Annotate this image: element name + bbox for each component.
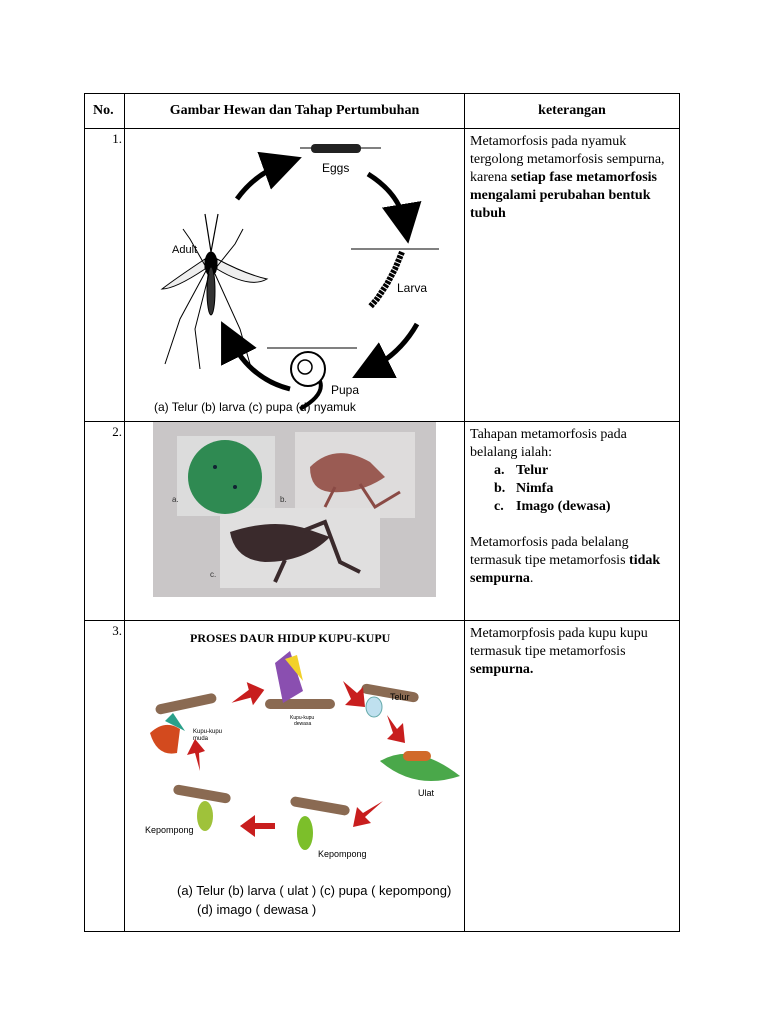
table-row: [85, 129, 680, 422]
mosquito-life-cycle-illustration: [125, 129, 465, 416]
cycle-arrow: [237, 164, 283, 199]
grasshopper-description: [465, 422, 680, 621]
eggs-label: Eggs: [322, 161, 350, 175]
adult-label: Adult: [172, 244, 198, 256]
butterfly-caption-1: (a) Telur (b) larva ( ulat ) (c) pupa ( kepompong): [177, 883, 452, 898]
table-row: [85, 422, 680, 621]
pupa: [291, 352, 325, 386]
photo-label-a: a.: [172, 495, 179, 504]
pupa-label-left: Kepompong: [145, 825, 194, 835]
egg-label: Telur: [390, 692, 410, 702]
caterpillar-label: Ulat: [418, 788, 435, 798]
egg: [366, 697, 382, 717]
adult-mosquito: [162, 214, 267, 369]
mosquito-caption: (a) Telur (b) larva (c) pupa (d) nyamuk: [154, 400, 356, 414]
caterpillar: [403, 751, 431, 761]
mosquito-description: Metamorfosis pada nyamuk tergolong metamorfosis sempurna, karena setiap fase metamorfosis mengalami perubahan bentuk tubuh: [465, 129, 680, 422]
row-number: 2.: [85, 422, 125, 621]
butterfly-life-cycle-illustration: [125, 621, 465, 927]
pupa-label-right: Kepompong: [318, 849, 367, 859]
larva-label: Larva: [397, 281, 428, 295]
header-row: [85, 94, 680, 129]
mosquito-cycle-cell: [125, 129, 465, 422]
butterfly-title: PROSES DAUR HIDUP KUPU-KUPU: [190, 631, 391, 645]
butterfly-caption-2: (d) imago ( dewasa ): [197, 902, 317, 917]
young-label-1: Kupu-kupu: [193, 729, 223, 735]
butterfly-young: [150, 725, 180, 754]
grasshopper-photo-cell: [125, 422, 465, 621]
header-no: No.: [85, 94, 125, 129]
row-number: 3.: [85, 621, 125, 932]
grasshopper-photo: [125, 422, 465, 615]
row-number: 1.: [85, 129, 125, 422]
list-item: b. Nimfa: [494, 481, 554, 496]
photo-label-c: c.: [210, 570, 217, 579]
photo-label-b: b.: [280, 495, 287, 504]
grasshopper-intro: Tahapan metamorfosis pada belalang ialah:: [470, 427, 627, 460]
list-item: c. Imago (dewasa): [494, 499, 611, 514]
metamorphosis-table: [84, 93, 680, 932]
butterfly-cycle-cell: [125, 621, 465, 932]
adult-label-2: dewasa: [294, 721, 312, 727]
pupa-label: Pupa: [331, 383, 360, 397]
adult-label-1: Kupu-kupu: [290, 715, 315, 721]
grasshopper-type: Metamorfosis pada belalang termasuk tipe metamorfosis tidak sempurna.: [470, 535, 661, 586]
cycle-arrow: [368, 174, 405, 224]
pupa-green: [297, 816, 313, 850]
eggs-raft: [311, 144, 361, 153]
pupa-brown: [197, 801, 213, 831]
list-item: a. Telur: [494, 463, 549, 478]
butterfly-description: Metamorpfosis pada kupu kupu termasuk tipe metamorfosis sempurna.: [465, 621, 680, 932]
header-description: keterangan: [465, 94, 680, 129]
larva: [370, 252, 402, 307]
table-row: [85, 621, 680, 932]
young-label-2: muda: [193, 736, 209, 742]
grasshopper-stage-list: [470, 462, 675, 516]
cycle-arrow: [230, 339, 290, 389]
eggs-photo: [188, 440, 262, 514]
header-picture: Gambar Hewan dan Tahap Pertumbuhan: [125, 94, 465, 129]
cycle-arrow: [370, 324, 417, 369]
